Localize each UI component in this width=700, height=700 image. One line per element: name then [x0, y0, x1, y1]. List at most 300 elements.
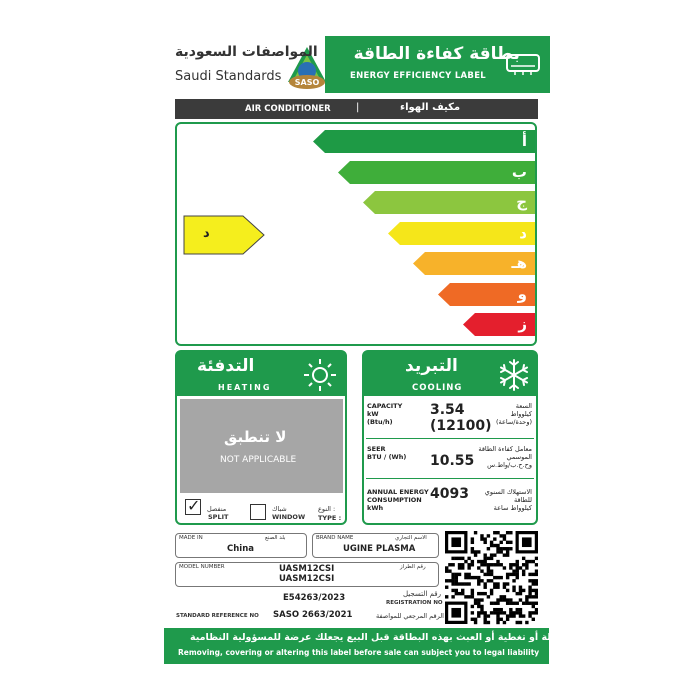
qr-module [480, 608, 483, 611]
qr-module [516, 576, 519, 579]
qr-module [522, 602, 525, 605]
qr-module [483, 560, 486, 563]
qr-module [506, 618, 509, 621]
qr-module [506, 598, 509, 601]
qr-module [487, 566, 490, 569]
qr-module [528, 595, 531, 598]
qr-module [512, 569, 515, 572]
org-name-arabic: المواصفات السعودية [175, 44, 318, 60]
qr-module [532, 605, 535, 608]
qr-module [483, 582, 486, 585]
qr-module [516, 573, 519, 576]
qr-module [519, 586, 522, 589]
qr-module [493, 537, 496, 540]
qr-module [493, 582, 496, 585]
qr-module [458, 566, 461, 569]
qr-module [461, 557, 464, 560]
qr-module [509, 541, 512, 544]
qr-module [483, 618, 486, 621]
qr-module [532, 579, 535, 582]
qr-module [480, 611, 483, 614]
qr-module [458, 557, 461, 560]
qr-module [480, 560, 483, 563]
qr-module [474, 602, 477, 605]
qr-module [477, 598, 480, 601]
brand-label-english: BRAND NAME [316, 535, 354, 541]
qr-module [496, 618, 499, 621]
qr-module [455, 576, 458, 579]
qr-module [496, 598, 499, 601]
checkmark-icon: ✓ [187, 496, 201, 515]
qr-module [471, 547, 474, 550]
qr-module [477, 560, 480, 563]
qr-module [490, 573, 493, 576]
qr-module [487, 579, 490, 582]
qr-module [512, 614, 515, 617]
qr-module [480, 537, 483, 540]
qr-module [480, 598, 483, 601]
qr-module [516, 608, 519, 611]
qr-module [509, 566, 512, 569]
qr-module [509, 611, 512, 614]
capacity-label-arabic: السعة كيلوواط (وحدة/ساعة) [495, 402, 532, 426]
qr-module [503, 621, 506, 624]
qr-module [500, 618, 503, 621]
qr-module [467, 557, 470, 560]
rating-indicator-label: د [203, 226, 210, 241]
registration-label-arabic: رقم التسجيل [403, 590, 441, 598]
qr-module [525, 560, 528, 563]
rating-arrow-4 [388, 222, 535, 245]
qr-module [451, 579, 454, 582]
rating-indicator [183, 215, 265, 255]
qr-module [477, 605, 480, 608]
type-label-english: TYPE : [318, 514, 342, 522]
split-label-arabic: منفصل [207, 505, 227, 513]
qr-module [451, 563, 454, 566]
qr-module [519, 598, 522, 601]
qr-module [528, 586, 531, 589]
window-label-english: WINDOW [272, 513, 306, 521]
product-name-arabic: مكيف الهواء [400, 102, 461, 113]
qr-module [519, 621, 522, 624]
qr-module [509, 608, 512, 611]
registration-label-english: REGISTRATION NO [386, 600, 443, 606]
rating-class-label: ج [516, 193, 527, 211]
qr-module [535, 569, 538, 572]
qr-module [448, 569, 451, 572]
qr-module [506, 547, 509, 550]
qr-module [519, 566, 522, 569]
qr-module [528, 589, 531, 592]
qr-module [532, 589, 535, 592]
qr-module [458, 573, 461, 576]
qr-module [500, 534, 503, 537]
qr-module [445, 566, 448, 569]
qr-module [445, 586, 448, 589]
qr-module [525, 566, 528, 569]
qr-module [506, 573, 509, 576]
qr-module [525, 563, 528, 566]
qr-module [506, 576, 509, 579]
rating-class-label: ز [518, 315, 527, 333]
product-name-english: AIR CONDITIONER [245, 104, 331, 114]
qr-module [483, 592, 486, 595]
qr-module [490, 541, 493, 544]
qr-module [477, 566, 480, 569]
qr-module [480, 592, 483, 595]
label-title-english: ENERGY EFFICIENCY LABEL [350, 71, 487, 81]
qr-module [500, 563, 503, 566]
qr-module [487, 621, 490, 624]
qr-module [516, 560, 519, 563]
qr-module [477, 592, 480, 595]
seer-label-english: SEER BTU / (Wh) [367, 445, 407, 461]
org-name-english: Saudi Standards [175, 69, 282, 84]
qr-module [461, 592, 464, 595]
qr-module [474, 576, 477, 579]
qr-module [487, 569, 490, 572]
qr-module [490, 579, 493, 582]
qr-module [500, 576, 503, 579]
qr-module [493, 553, 496, 556]
qr-module [490, 563, 493, 566]
qr-module [525, 595, 528, 598]
qr-module [506, 589, 509, 592]
qr-module [490, 589, 493, 592]
qr-module [496, 547, 499, 550]
capacity-btu-value: (12100) [430, 418, 492, 434]
qr-module [516, 611, 519, 614]
qr-module [509, 573, 512, 576]
qr-module [500, 550, 503, 553]
qr-module [464, 595, 467, 598]
qr-finder-pattern [445, 531, 467, 553]
qr-module [448, 579, 451, 582]
qr-module [493, 608, 496, 611]
qr-module [490, 544, 493, 547]
model-label-arabic: رقم الطراز [400, 564, 426, 570]
qr-module [503, 553, 506, 556]
qr-module [458, 563, 461, 566]
qr-module [483, 537, 486, 540]
qr-module [532, 582, 535, 585]
qr-module [483, 614, 486, 617]
qr-module [467, 576, 470, 579]
qr-module [535, 563, 538, 566]
qr-module [496, 544, 499, 547]
legal-warning-english: Removing, covering or altering this label before sale can subject you to legal liability [178, 648, 540, 657]
qr-module [493, 611, 496, 614]
qr-module [464, 560, 467, 563]
rating-arrow-6 [438, 283, 535, 306]
brand-value: UGINE PLASMA [343, 544, 416, 554]
qr-module [528, 602, 531, 605]
qr-module [477, 611, 480, 614]
qr-module [503, 566, 506, 569]
qr-module [496, 531, 499, 534]
qr-module [474, 618, 477, 621]
qr-module [496, 582, 499, 585]
qr-module [458, 592, 461, 595]
divider [366, 478, 534, 479]
qr-module [490, 553, 493, 556]
sun-icon [300, 358, 340, 392]
qr-module [471, 576, 474, 579]
qr-module [509, 563, 512, 566]
qr-module [535, 582, 538, 585]
qr-module [512, 611, 515, 614]
qr-module [525, 598, 528, 601]
qr-module [490, 602, 493, 605]
qr-module [455, 573, 458, 576]
qr-module [474, 553, 477, 556]
qr-module [512, 586, 515, 589]
qr-module [471, 611, 474, 614]
consumption-label-english: ANNUAL ENERGY CONSUMPTION kWh [367, 488, 429, 512]
qr-code [445, 531, 538, 625]
qr-module [483, 557, 486, 560]
qr-module [471, 595, 474, 598]
qr-module [451, 576, 454, 579]
registration-value: E54263/2023 [283, 593, 346, 603]
qr-module [535, 573, 538, 576]
qr-module [535, 579, 538, 582]
qr-module [455, 579, 458, 582]
snowflake-icon [495, 358, 533, 392]
qr-module [451, 595, 454, 598]
qr-module [480, 569, 483, 572]
qr-module [483, 586, 486, 589]
qr-finder-pattern [445, 602, 467, 624]
qr-module [487, 534, 490, 537]
not-applicable-english: NOT APPLICABLE [220, 455, 297, 465]
seer-label-arabic: معامل كفاءة الطاقة الموسمي وح.ح.ب/واط.س [478, 445, 532, 469]
qr-module [535, 589, 538, 592]
qr-module [512, 589, 515, 592]
standard-label-arabic: الرقم المرجعي للمواصفة [376, 612, 444, 620]
qr-module [480, 534, 483, 537]
label-title-arabic: بطاقة كفاءة الطاقة [353, 44, 520, 64]
qr-module [503, 586, 506, 589]
qr-module [516, 602, 519, 605]
qr-module [467, 582, 470, 585]
qr-module [471, 537, 474, 540]
qr-module [500, 595, 503, 598]
qr-module [471, 541, 474, 544]
type-label-arabic: النوع : [318, 505, 336, 513]
qr-module [503, 537, 506, 540]
qr-module [496, 560, 499, 563]
made-in-value: China [227, 544, 254, 554]
model-value-2: UASM12CSI [279, 574, 335, 584]
qr-module [467, 563, 470, 566]
qr-module [493, 586, 496, 589]
qr-module [487, 547, 490, 550]
qr-module [532, 560, 535, 563]
qr-module [445, 569, 448, 572]
qr-module [522, 589, 525, 592]
qr-module [467, 566, 470, 569]
qr-module [535, 611, 538, 614]
qr-module [464, 576, 467, 579]
qr-module [493, 563, 496, 566]
rating-class-label: د [519, 223, 527, 242]
window-checkbox [250, 504, 266, 520]
qr-module [490, 611, 493, 614]
qr-module [500, 541, 503, 544]
qr-module [483, 611, 486, 614]
qr-module [506, 614, 509, 617]
qr-module [471, 589, 474, 592]
qr-module [496, 586, 499, 589]
qr-module [528, 579, 531, 582]
qr-module [522, 569, 525, 572]
standard-value: SASO 2663/2021 [273, 610, 353, 620]
qr-module [471, 592, 474, 595]
qr-module [455, 582, 458, 585]
qr-module [480, 605, 483, 608]
qr-module [535, 595, 538, 598]
qr-module [528, 592, 531, 595]
qr-module [487, 573, 490, 576]
qr-module [487, 557, 490, 560]
qr-module [455, 592, 458, 595]
product-separator: | [356, 102, 360, 113]
qr-module [522, 563, 525, 566]
rating-class-label: أ [521, 132, 527, 150]
rating-arrow-5 [413, 252, 535, 275]
qr-module [528, 573, 531, 576]
qr-module [516, 563, 519, 566]
qr-module [503, 598, 506, 601]
rating-class-label: و [517, 284, 527, 303]
qr-module [493, 602, 496, 605]
qr-module [493, 576, 496, 579]
qr-module [506, 602, 509, 605]
qr-module [451, 589, 454, 592]
qr-module [461, 589, 464, 592]
qr-module [522, 573, 525, 576]
rating-arrow-1 [313, 130, 535, 153]
cooling-title-arabic: التبريد [405, 356, 458, 376]
qr-module [477, 576, 480, 579]
qr-module [500, 598, 503, 601]
qr-module [500, 547, 503, 550]
qr-module [496, 550, 499, 553]
qr-module [532, 602, 535, 605]
qr-module [506, 553, 509, 556]
qr-module [496, 621, 499, 624]
qr-module [519, 608, 522, 611]
qr-module [532, 611, 535, 614]
seer-value: 10.55 [430, 453, 475, 469]
qr-module [532, 573, 535, 576]
qr-module [512, 573, 515, 576]
qr-module [474, 621, 477, 624]
qr-module [461, 563, 464, 566]
qr-module [496, 608, 499, 611]
qr-module [493, 531, 496, 534]
rating-arrow-2 [338, 161, 535, 184]
consumption-label-arabic: الاستهلاك السنوي للطاقة كيلوواط ساعة [484, 488, 532, 512]
qr-module [477, 614, 480, 617]
qr-module [503, 582, 506, 585]
qr-module [519, 592, 522, 595]
qr-module [487, 614, 490, 617]
qr-finder-pattern [516, 531, 538, 553]
qr-module [500, 611, 503, 614]
qr-module [496, 614, 499, 617]
qr-module [461, 566, 464, 569]
not-applicable-arabic: لا تنطبق [224, 428, 287, 446]
qr-module [503, 611, 506, 614]
qr-module [496, 563, 499, 566]
rating-class-label: هـ [511, 254, 527, 272]
qr-module [522, 614, 525, 617]
qr-module [455, 589, 458, 592]
rating-arrow-3 [363, 191, 535, 214]
qr-module [506, 550, 509, 553]
qr-module [483, 563, 486, 566]
heating-title-arabic: التدفئة [197, 356, 255, 376]
qr-module [535, 608, 538, 611]
qr-module [535, 557, 538, 560]
qr-module [474, 598, 477, 601]
qr-module [506, 531, 509, 534]
air-conditioner-icon [506, 53, 540, 75]
qr-module [487, 563, 490, 566]
qr-module [490, 569, 493, 572]
made-in-label-arabic: بلد الصنع [265, 535, 286, 541]
qr-module [516, 566, 519, 569]
qr-module [451, 557, 454, 560]
capacity-kw-value: 3.54 [430, 402, 465, 418]
qr-module [490, 557, 493, 560]
qr-module [483, 541, 486, 544]
qr-module [528, 614, 531, 617]
capacity-label-english: CAPACITY kW (Btu/h) [367, 402, 403, 426]
qr-module [490, 592, 493, 595]
window-label-arabic: شباك [272, 505, 287, 513]
qr-module [464, 573, 467, 576]
qr-module [519, 611, 522, 614]
qr-module [471, 563, 474, 566]
qr-module [461, 582, 464, 585]
qr-module [451, 573, 454, 576]
qr-module [535, 602, 538, 605]
qr-module [532, 618, 535, 621]
qr-module [483, 573, 486, 576]
rating-class-label: ب [511, 162, 527, 181]
qr-module [455, 557, 458, 560]
qr-module [445, 579, 448, 582]
qr-module [467, 595, 470, 598]
consumption-value: 4093 [430, 486, 469, 502]
qr-module [535, 592, 538, 595]
qr-module [532, 595, 535, 598]
qr-module [503, 547, 506, 550]
qr-module [493, 544, 496, 547]
qr-module [496, 576, 499, 579]
qr-module [528, 560, 531, 563]
qr-module [503, 595, 506, 598]
qr-module [516, 621, 519, 624]
qr-module [506, 541, 509, 544]
qr-module [509, 598, 512, 601]
qr-module [512, 563, 515, 566]
qr-module [480, 579, 483, 582]
